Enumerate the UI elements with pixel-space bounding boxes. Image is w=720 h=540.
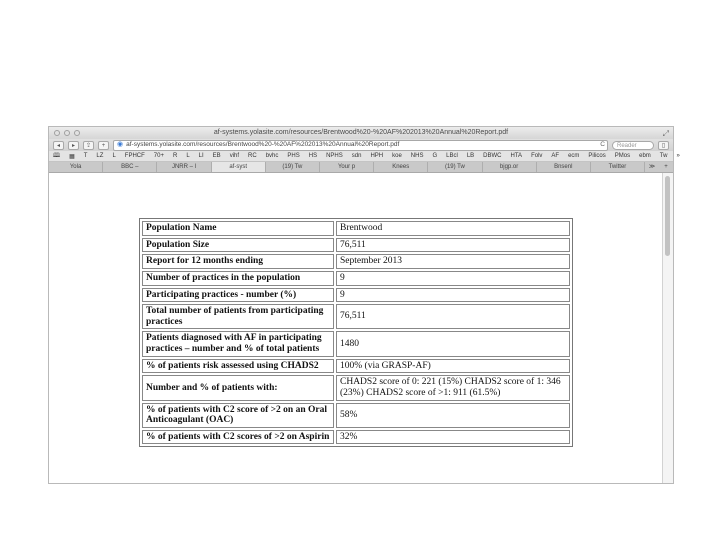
table-row xyxy=(142,430,570,445)
bookmark-item[interactable]: DBWC xyxy=(483,153,502,159)
bookmark-item[interactable]: FPHCF xyxy=(124,153,145,159)
sidebar-button[interactable]: ▯ xyxy=(658,141,669,150)
bookmark-item[interactable]: R xyxy=(172,153,178,159)
bookmark-item[interactable]: LI xyxy=(198,153,204,159)
bookmark-item[interactable]: NHS xyxy=(410,153,424,159)
table-row xyxy=(142,331,570,356)
back-button[interactable]: ◂ xyxy=(53,141,64,150)
bookmark-item[interactable]: HTA xyxy=(510,153,523,159)
tab-twitter-3[interactable]: Twitter xyxy=(591,162,645,172)
row-value: 9 xyxy=(336,271,570,286)
vertical-scrollbar[interactable] xyxy=(662,173,673,483)
browser-window xyxy=(48,126,680,484)
table-row xyxy=(142,359,570,374)
zoom-window-button[interactable] xyxy=(74,130,80,136)
globe-icon: ◉ xyxy=(117,141,124,148)
bookmark-item[interactable]: sdn xyxy=(351,153,362,159)
tab-af-systems[interactable]: af-syst xyxy=(212,162,266,172)
row-value: 1480 xyxy=(336,331,570,356)
pdf-viewer xyxy=(49,173,663,483)
add-bookmark-button[interactable]: + xyxy=(98,141,109,150)
row-value: Brentwood xyxy=(336,221,570,236)
bookmarks-bar xyxy=(49,151,680,162)
minimize-window-button[interactable] xyxy=(64,130,70,136)
bookmark-item[interactable]: Folv xyxy=(531,153,543,159)
row-label: % of patients with C2 score of >2 on an Oral Anticoagulant (OAC) xyxy=(142,403,334,428)
bookmark-item[interactable]: NPHS xyxy=(326,153,343,159)
bookmark-item[interactable]: LZ xyxy=(96,153,104,159)
toolbar xyxy=(49,139,673,151)
tab-twitter-1[interactable]: (19) Tw xyxy=(266,162,320,172)
bookmark-item[interactable]: ebm xyxy=(639,153,651,159)
tab-bjgp[interactable]: bjgp.or xyxy=(483,162,537,172)
window-title: af-systems.yolasite.com/resources/Brentwood%20-%20AF%202013%20Annual%20Report.pdf xyxy=(213,129,509,136)
table-row xyxy=(142,271,570,286)
reading-list-icon[interactable]: 🕮 xyxy=(53,153,61,159)
bookmark-item[interactable]: ecm xyxy=(568,153,580,159)
address-bar[interactable] xyxy=(113,140,608,151)
bookmark-item[interactable]: koe xyxy=(392,153,402,159)
table-row xyxy=(142,254,570,269)
bookmark-item[interactable]: L xyxy=(186,153,190,159)
bookmark-item[interactable]: vihf xyxy=(229,153,240,159)
search-input[interactable]: Reader xyxy=(612,141,654,150)
share-button[interactable]: ⇪ xyxy=(83,141,94,150)
row-label: Total number of patients from participating practices xyxy=(142,304,334,329)
tab-your-p[interactable]: Your p xyxy=(320,162,374,172)
bookmark-item[interactable]: Tw xyxy=(659,153,668,159)
tab-bar xyxy=(49,162,673,173)
row-value: 32% xyxy=(336,430,570,445)
title-bar xyxy=(49,127,673,139)
bookmark-item[interactable]: 70+ xyxy=(153,153,164,159)
row-label: Population Size xyxy=(142,238,334,253)
row-label: Report for 12 months ending xyxy=(142,254,334,269)
tab-knees[interactable]: Knees xyxy=(374,162,428,172)
row-value: 76,511 xyxy=(336,238,570,253)
bookmark-item[interactable]: LB xyxy=(466,153,475,159)
bookmark-item[interactable]: PHS xyxy=(287,153,300,159)
bookmark-item[interactable]: RC xyxy=(248,153,257,159)
row-label: Patients diagnosed with AF in participating practices – number and % of total patients xyxy=(142,331,334,356)
table-row xyxy=(142,238,570,253)
bookmark-item[interactable]: G xyxy=(432,153,438,159)
address-text: af-systems.yolasite.com/resources/Brentwood%20-%20AF%202013%20Annual%20Report.pdf xyxy=(126,141,400,148)
tabs-overflow-icon[interactable]: ≫ xyxy=(648,164,656,170)
bookmark-item[interactable]: PMos xyxy=(614,153,631,159)
row-label: % of patients with C2 scores of >2 on Aspirin xyxy=(142,430,334,445)
bookmark-item[interactable]: LBcl xyxy=(446,153,458,159)
row-value: 58% xyxy=(336,403,570,428)
row-value: 9 xyxy=(336,288,570,303)
table-row xyxy=(142,375,570,400)
table-row xyxy=(142,288,570,303)
report-table xyxy=(139,218,573,447)
top-sites-icon[interactable]: ▦ xyxy=(69,153,75,160)
row-label: Population Name xyxy=(142,221,334,236)
row-value: September 2013 xyxy=(336,254,570,269)
bookmark-item[interactable]: EB xyxy=(212,153,221,159)
table-row xyxy=(142,304,570,329)
table-row xyxy=(142,403,570,428)
close-window-button[interactable] xyxy=(54,130,60,136)
tab-bnsenl[interactable]: Bnsenl xyxy=(537,162,591,172)
tab-yola[interactable]: Yola xyxy=(49,162,103,172)
bookmark-item[interactable]: bvhc xyxy=(265,153,279,159)
bookmark-item[interactable]: L xyxy=(112,153,116,159)
bookmarks-more-icon[interactable]: » xyxy=(676,153,680,159)
tab-twitter-2[interactable]: (19) Tw xyxy=(428,162,482,172)
forward-button[interactable]: ▸ xyxy=(68,141,79,150)
table-row xyxy=(142,221,570,236)
row-label: Participating practices - number (%) xyxy=(142,288,334,303)
row-value: 100% (via GRASP-AF) xyxy=(336,359,570,374)
row-label: % of patients risk assessed using CHADS2 xyxy=(142,359,334,374)
reload-icon[interactable]: C xyxy=(600,141,605,148)
bookmark-item[interactable]: HPH xyxy=(370,153,384,159)
window-controls xyxy=(54,130,80,136)
row-label: Number of practices in the population xyxy=(142,271,334,286)
row-label: Number and % of patients with: xyxy=(142,375,334,400)
bookmark-item[interactable]: T xyxy=(83,153,88,159)
bookmark-item[interactable]: Pilicos xyxy=(588,153,606,159)
scrollbar-thumb[interactable] xyxy=(665,176,670,256)
new-tab-button[interactable]: + xyxy=(664,164,668,170)
row-value: 76,511 xyxy=(336,304,570,329)
bookmark-item[interactable]: AF xyxy=(551,153,560,159)
bookmark-item[interactable]: HS xyxy=(308,153,318,159)
tab-jnrr[interactable]: JNRR – l xyxy=(157,162,211,172)
fullscreen-icon[interactable]: ⤢ xyxy=(662,129,669,138)
row-value: CHADS2 score of 0: 221 (15%) CHADS2 score of 1: 346 (23%) CHADS2 score of >1: 911 (61.5%) xyxy=(336,375,570,400)
tab-bbc[interactable]: BBC – xyxy=(103,162,157,172)
